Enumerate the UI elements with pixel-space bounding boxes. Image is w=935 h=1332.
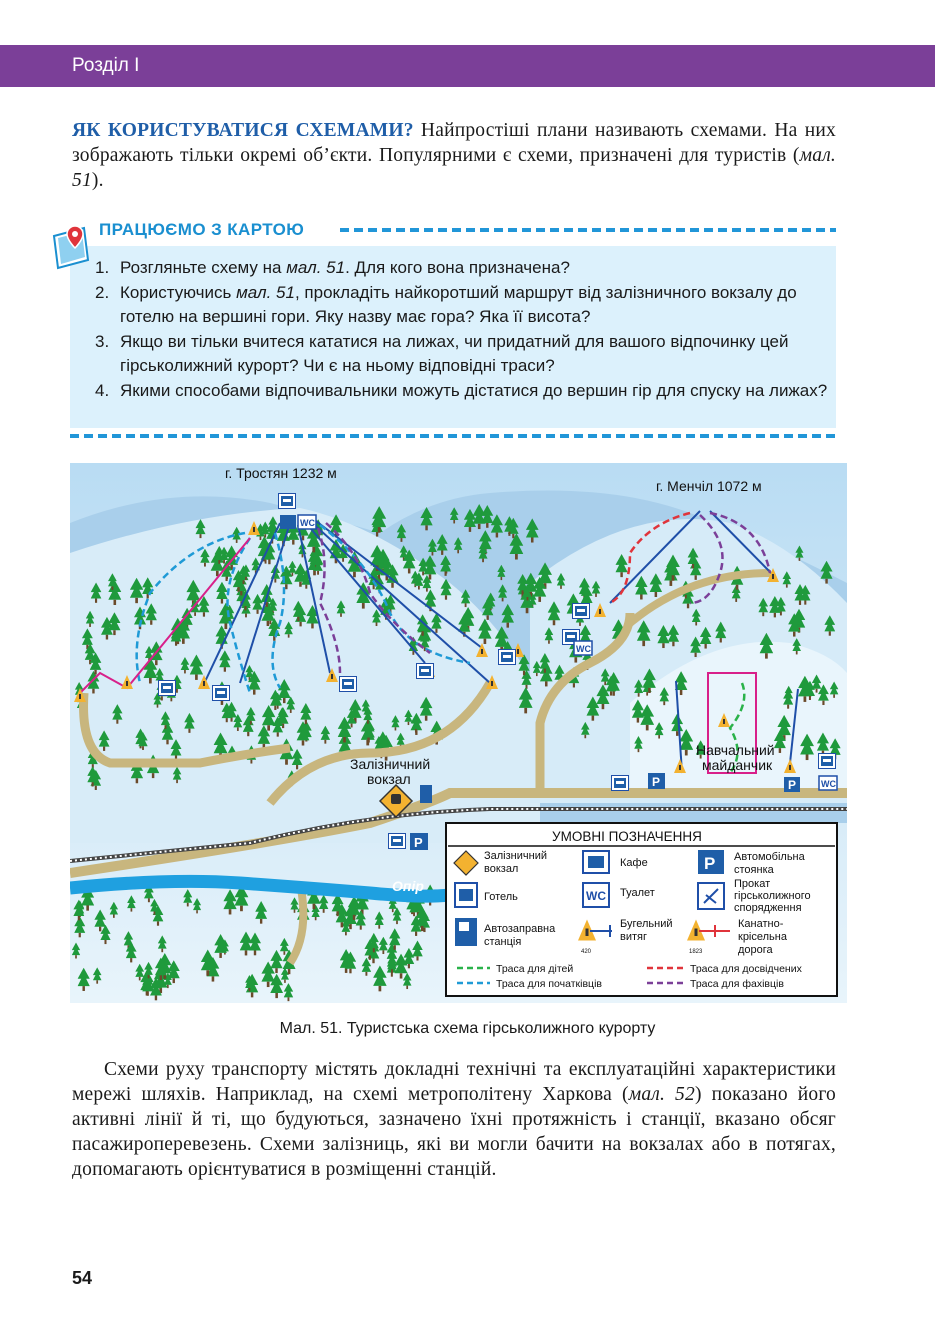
task-text: Якщо ви тільки вчитеся кататися на лижах, чи придатний для вашого відпочинку цей гірськолижний курорт? Чи є на ньому відповідні траси? [120,331,789,375]
legend-label: Траса для досвідчених [690,963,802,975]
section-title: Розділ I [72,55,140,76]
paragraph-text: ). [91,170,104,191]
figure-ref: мал. 51 [236,282,295,302]
task-item [95,330,830,379]
figure-caption: Мал. 51. Туристська схема гірськолижного курорту [279,1020,656,1037]
fuel-station-icon [420,785,432,803]
legend-label: Автомобільна [734,851,805,863]
task-number: 4. [95,380,110,400]
legend-label: Траса для дітей [496,963,574,975]
legend-label: станція [484,936,522,948]
task-text: Розгляньте схему на [120,258,287,277]
task-number: 3. [95,331,110,351]
page-number: 54 [72,1268,93,1288]
figure-ref: мал. 51 [286,258,346,277]
task-item [95,379,830,404]
legend-label: гірськолижного [734,890,811,902]
work-title: ПРАЦЮЄМО З КАРТОЮ [99,220,305,239]
task-item [95,256,830,281]
legend-label: дорога [738,944,773,956]
paragraph-schemes [72,118,836,193]
task-text: , прокладіть найкоротший маршрут від залізничного вокзалу до готелю на вершині гори. Яку назву має гора? Яка її висота? [120,282,797,326]
parking-icon: P [414,835,423,850]
header-bar [0,45,935,87]
training-area-label: Навчальний [696,742,775,758]
station-label: Залізничний [350,756,431,772]
legend-label: Прокат [734,878,771,890]
figure-ref: мал. 52 [628,1084,695,1105]
river-label: Опір [392,878,424,894]
peak-label-menchil: г. Менчіл 1072 м [656,478,762,494]
wc-label: WC [821,779,836,789]
paragraph-text: ) показано його активні лінії й ті, що будуються, зазначено їхні протяжність і станції, вказано обсяг пасажироперевезень. Схеми залізниць, які ви могли бачити на вокзалах або в потягах, допомагають орієнтуватися в розміщенні станцій. [72,1084,836,1180]
legend-label: витяг [620,931,647,943]
legend-label: Готель [484,891,518,903]
training-area-label: майданчик [702,757,773,773]
parking-icon: P [652,775,661,789]
legend-label: Залізничний [484,850,547,862]
legend-label: вокзал [484,863,519,875]
paragraph-transport [72,1057,836,1182]
legend-number: 420 [581,949,592,955]
divider [340,228,836,232]
legend-label: спорядження [734,902,802,914]
parking-letter: P [704,854,716,873]
paragraph-text: Найпростіші плани називають схемами. На них зображають тільки окремі об’єкти. Популярними є схеми, призначені для туристів ( [72,120,836,166]
ski-resort-map [70,463,847,1003]
station-label: вокзал [367,771,411,787]
legend-label: стоянка [734,864,774,876]
task-item [95,281,830,330]
legend-label: Туалет [620,887,655,899]
legend-label: крісельна [738,931,787,943]
wc-letters: WC [586,889,606,903]
parking-icon: P [788,778,797,792]
map-legend [446,823,837,996]
task-text: . Для кого вона призначена? [345,258,570,277]
legend-label: Траса для фахівців [690,978,784,990]
legend-label: Автозаправна [484,923,556,935]
map-pin-icon [48,222,94,272]
paragraph-lead: ЯК КОРИСТУВАТИСЯ СХЕМАМИ? [72,120,414,141]
task-number: 1. [95,258,110,277]
task-text: Якими способами відпочивальники можуть дістатися до вершин гір для спуску на лижах? [120,380,828,400]
task-text: Користуючись [120,282,237,302]
legend-title: УМОВНІ ПОЗНАЧЕННЯ [552,829,702,844]
peak-label-trostian: г. Тростян 1232 м [225,465,337,481]
figure-ref: мал. 51 [72,145,836,191]
wc-label: WC [300,518,315,528]
task-list [95,256,830,403]
legend-number: 1823 [689,949,703,955]
legend-label: Траса для початківців [496,978,602,990]
legend-label: Кафе [620,857,648,869]
legend-label: Канатно- [738,918,784,930]
task-number: 2. [95,282,110,302]
paragraph-text: Схеми руху транспорту містять докладні технічні та експлуатаційні характеристики мережі шляхів. Наприклад, на схемі метрополітену Харкова ( [72,1059,836,1105]
wc-label: WC [576,644,591,654]
legend-label: Бугельний [620,918,673,930]
divider [70,434,836,438]
